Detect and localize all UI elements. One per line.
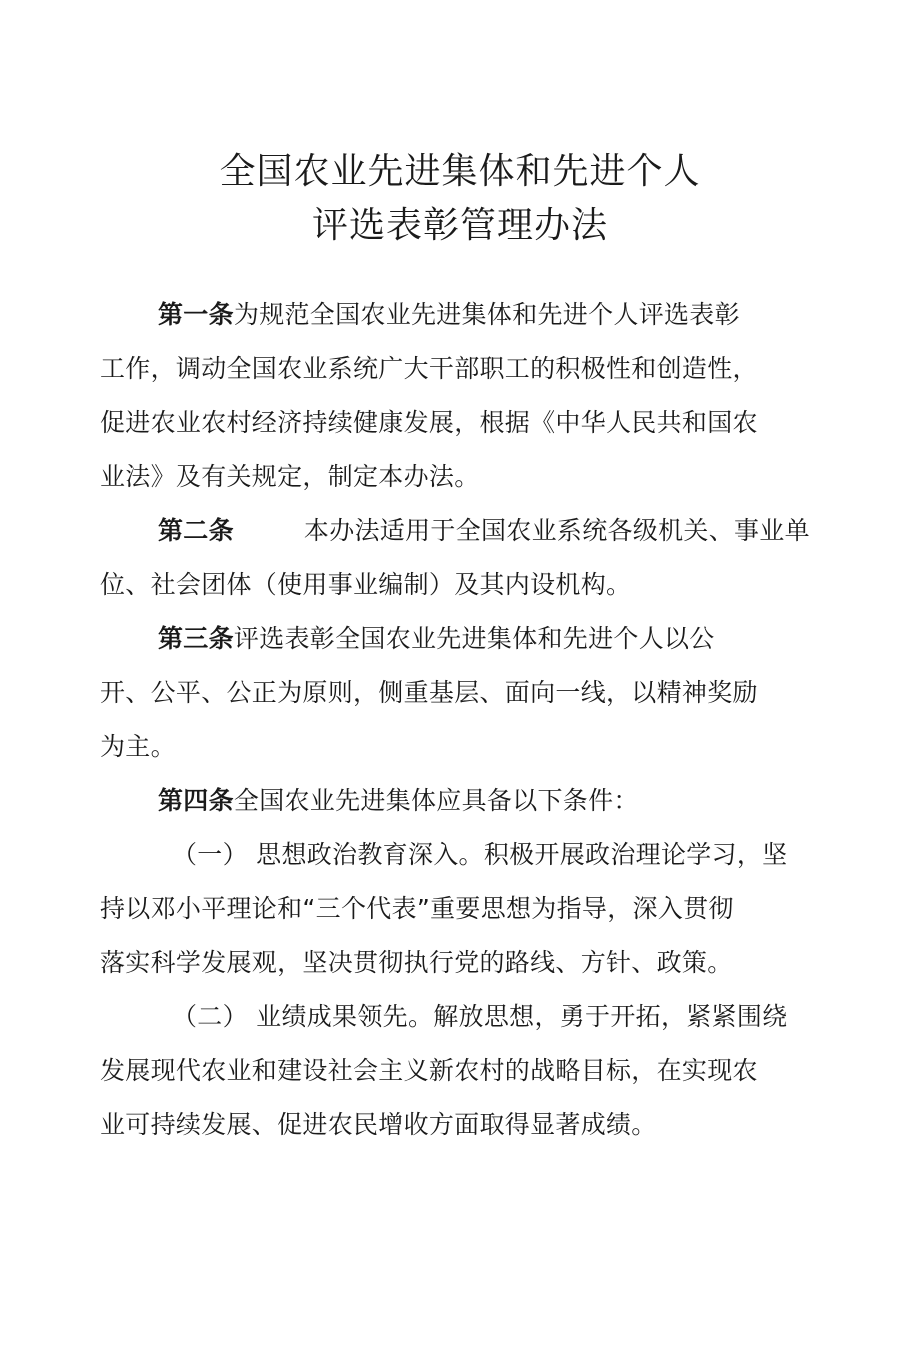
article-2-line-1	[158, 516, 810, 546]
article-2-line-2: 位、社会团体（使用事业编制）及其内设机构。	[100, 570, 632, 599]
article-4-label: 第四条	[158, 786, 234, 815]
item-2-line-3: 业可持续发展、促进农民增收方面取得显著成绩。	[100, 1110, 657, 1139]
article-2-text-1: 本办法适用于全国农业系统各级机关、事业单	[303, 516, 810, 545]
article-1-line-1	[158, 300, 740, 330]
article-3-text-1: 评选表彰全国农业先进集体和先进个人以公	[233, 624, 715, 653]
article-3-line-2: 开、公平、公正为原则，侧重基层、面向一线，以精神奖励	[100, 678, 758, 707]
article-1-line-4: 业法》及有关规定，制定本办法。	[100, 462, 480, 491]
item-1-line-1: （一） 思想政治教育深入。积极开展政治理论学习，坚	[172, 840, 788, 869]
article-3-line-1	[158, 624, 715, 654]
article-1-line-2: 工作，调动全国农业系统广大干部职工的积极性和创造性，	[100, 354, 758, 383]
item-2-line-2: 发展现代农业和建设社会主义新农村的战略目标，在实现农	[100, 1056, 758, 1085]
document-title-line-1: 全国农业先进集体和先进个人	[219, 151, 701, 192]
article-2-label: 第二条	[158, 516, 234, 545]
article-1-text-1: 为规范全国农业先进集体和先进个人评选表彰	[233, 300, 740, 329]
article-3-label: 第三条	[158, 624, 234, 653]
item-1-line-2: 持以邓小平理论和“三个代表”重要思想为指导，深入贯彻	[100, 894, 734, 923]
article-1-line-3: 促进农业农村经济持续健康发展，根据《中华人民共和国农	[100, 408, 758, 437]
article-4-text-1: 全国农业先进集体应具备以下条件：	[233, 786, 639, 815]
article-4-line-1	[158, 786, 639, 816]
item-2-line-1: （二） 业绩成果领先。解放思想，勇于开拓，紧紧围绕	[172, 1002, 788, 1031]
item-1-line-3: 落实科学发展观，坚决贯彻执行党的路线、方针、政策。	[100, 948, 733, 977]
article-3-line-3: 为主。	[100, 732, 176, 761]
article-1-label: 第一条	[158, 300, 234, 329]
document-title-line-2: 评选表彰管理办法	[311, 205, 608, 246]
